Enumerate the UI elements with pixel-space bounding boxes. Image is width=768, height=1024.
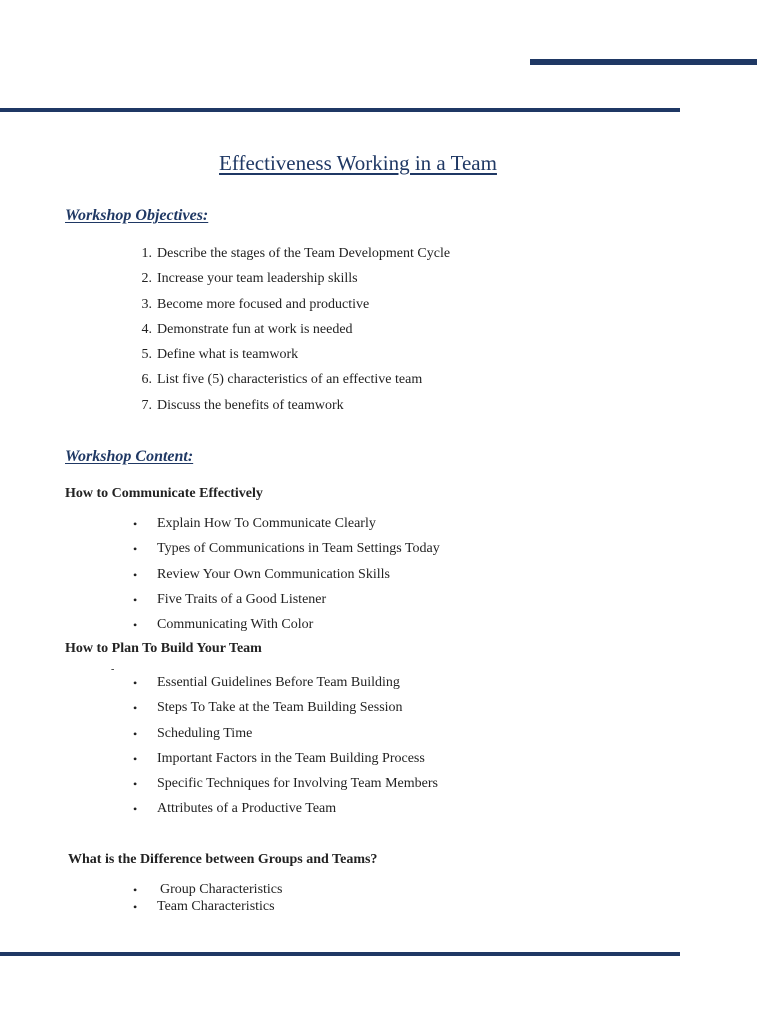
plan-list <box>133 673 438 825</box>
bullet-icon: • <box>133 542 138 557</box>
bullet-icon: • <box>133 900 138 914</box>
list-item: 3. Become more focused and productive <box>157 295 450 320</box>
bullet-icon: • <box>133 676 138 690</box>
bullet-icon: • <box>133 701 138 716</box>
difference-list <box>133 880 283 914</box>
footer-rule <box>0 952 680 956</box>
dash-mark: - <box>111 664 115 675</box>
bullet-icon: • <box>133 726 138 741</box>
communicate-heading: How to Communicate Effectively <box>65 486 263 501</box>
list-item: • Communicating With Color <box>157 615 440 640</box>
list-item: 2. Increase your team leadership skills <box>157 269 450 294</box>
communicate-list <box>133 514 440 640</box>
list-number: 6. <box>141 372 152 388</box>
list-item: 5. Define what is teamwork <box>157 345 450 370</box>
list-number: 2. <box>141 271 152 287</box>
bullet-icon: • <box>133 802 138 817</box>
bullet-icon: • <box>133 567 138 582</box>
page-title: Effectiveness Working in a Team <box>219 151 497 175</box>
objectives-heading: Workshop Objectives: <box>65 207 209 224</box>
list-item: 1. Describe the stages of the Team Development Cycle <box>157 244 450 269</box>
list-item: 7. Discuss the benefits of teamwork <box>157 396 450 421</box>
list-item: • Scheduling Time <box>157 724 438 749</box>
list-item: 4. Demonstrate fun at work is needed <box>157 320 450 345</box>
bullet-icon: • <box>133 751 138 766</box>
content-heading: Workshop Content: <box>65 448 194 465</box>
bullet-icon: • <box>133 883 138 897</box>
list-item: • Five Traits of a Good Listener <box>157 590 440 615</box>
objectives-list <box>141 244 451 421</box>
list-number: 4. <box>141 321 152 337</box>
difference-heading: What is the Difference between Groups and Teams? <box>68 852 378 867</box>
list-number: 3. <box>141 296 152 312</box>
list-number: 7. <box>141 397 152 413</box>
list-item: • Important Factors in the Team Building Process <box>157 749 438 774</box>
list-item: • Steps To Take at the Team Building Session <box>157 698 438 723</box>
header-rule-short <box>530 59 757 65</box>
list-item: • Team Characteristics <box>157 897 282 914</box>
plan-heading: How to Plan To Build Your Team <box>65 641 262 656</box>
list-item: 6. List five (5) characteristics of an effective team <box>157 370 450 395</box>
list-number: 5. <box>141 347 152 363</box>
list-item: • Specific Techniques for Involving Team Members <box>157 774 438 799</box>
list-item: • Group Characteristics <box>157 880 282 897</box>
bullet-icon: • <box>133 777 138 792</box>
list-number: 1. <box>141 246 152 261</box>
list-item: • Types of Communications in Team Settings Today <box>157 539 440 564</box>
list-item: • Attributes of a Productive Team <box>157 799 438 824</box>
header-rule <box>0 108 680 112</box>
list-item: • Essential Guidelines Before Team Building <box>157 673 438 698</box>
bullet-icon: • <box>133 517 138 531</box>
bullet-icon: • <box>133 592 138 607</box>
list-item: • Explain How To Communicate Clearly <box>157 514 440 539</box>
bullet-icon: • <box>133 618 138 633</box>
list-item: • Review Your Own Communication Skills <box>157 565 440 590</box>
